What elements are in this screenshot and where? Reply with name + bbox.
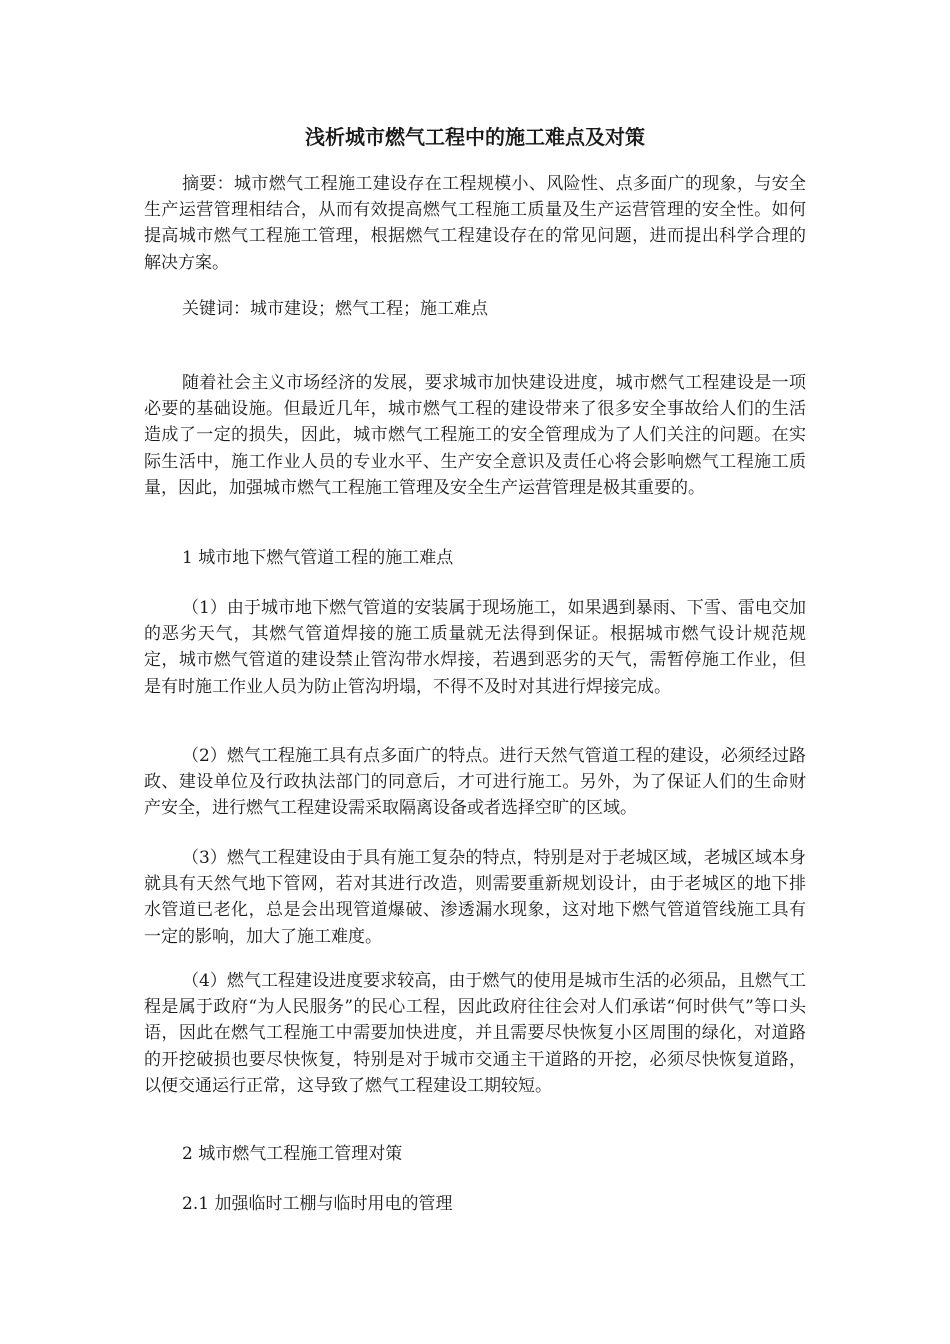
- document-title: 浅析城市燃气工程中的施工难点及对策: [305, 125, 645, 149]
- section-2-1-heading: 2.1 加强临时工棚与临时用电的管理: [182, 1194, 453, 1214]
- intro-paragraph: 随着社会主义市场经济的发展，要求城市加快建设进度，城市燃气工程建设是一项必要的基础设施。但最近几年，城市燃气工程的建设带来了很多安全事故给人们的生活造成了一定的损失，因此，城市燃气工程施工的安全管理成为了人们关注的问题。在实际生活中，施工作业人员的专业水平、生产安全意识及责任心将会影响燃气工程施工质量，因此，加强城市燃气工程施工管理及安全生产运营管理是极其重要的。: [144, 373, 806, 498]
- section-2-heading: 2 城市燃气工程施工管理对策: [182, 1144, 403, 1164]
- section-1-point-3: （3）燃气工程建设由于具有施工复杂的特点，特别是对于老城区域，老城区域本身就具有天然气地下管网，若对其进行改造，则需要重新规划设计，由于老城区的地下排水管道已老化，总是会出现管道爆破、渗透漏水现象，这对地下燃气管道管线施工具有一定的影响，加大了施工难度。: [144, 848, 806, 947]
- section-1-point-2: （2）燃气工程施工具有点多面广的特点。进行天然气管道工程的建设，必须经过路政、建设单位及行政执法部门的同意后，才可进行施工。另外，为了保证人们的生命财产安全，进行燃气工程建设需采取隔离设备或者选择空旷的区域。: [144, 746, 806, 819]
- section-1-point-4: （4）燃气工程建设进度要求较高，由于燃气的使用是城市生活的必须品，且燃气工程是属于政府“为人民服务”的民心工程，因此政府往往会对人们承诺“何时供气”等口头语，因此在燃气工程施工中需要加快进度，并且需要尽快恢复小区周围的绿化，对道路的开挖破损也要尽快恢复，特别是对于城市交通主干道路的开挖，必须尽快恢复道路，以便交通运行正常，这导致了燃气工程建设工期较短。: [144, 971, 806, 1096]
- section-1-point-1: （1）由于城市地下燃气管道的安装属于现场施工，如果遇到暴雨、下雪、雷电交加的恶劣天气，其燃气管道焊接的施工质量就无法得到保证。根据城市燃气设计规范规定，城市燃气管道的建设禁止管沟带水焊接，若遇到恶劣的天气，需暂停施工作业，但是有时施工作业人员为防止管沟坍塌，不得不及时对其进行焊接完成。: [144, 598, 806, 697]
- section-1-heading: 1 城市地下燃气管道工程的施工难点: [182, 548, 454, 568]
- keywords-paragraph: 关键词：城市建设；燃气工程；施工难点: [182, 299, 488, 319]
- abstract-paragraph: 摘要：城市燃气工程施工建设存在工程规模小、风险性、点多面广的现象，与安全生产运营管理相结合，从而有效提高燃气工程施工质量及生产运营管理的安全性。如何提高城市燃气工程施工管理，根据燃气工程建设存在的常见问题，进而提出科学合理的解决方案。: [144, 174, 806, 273]
